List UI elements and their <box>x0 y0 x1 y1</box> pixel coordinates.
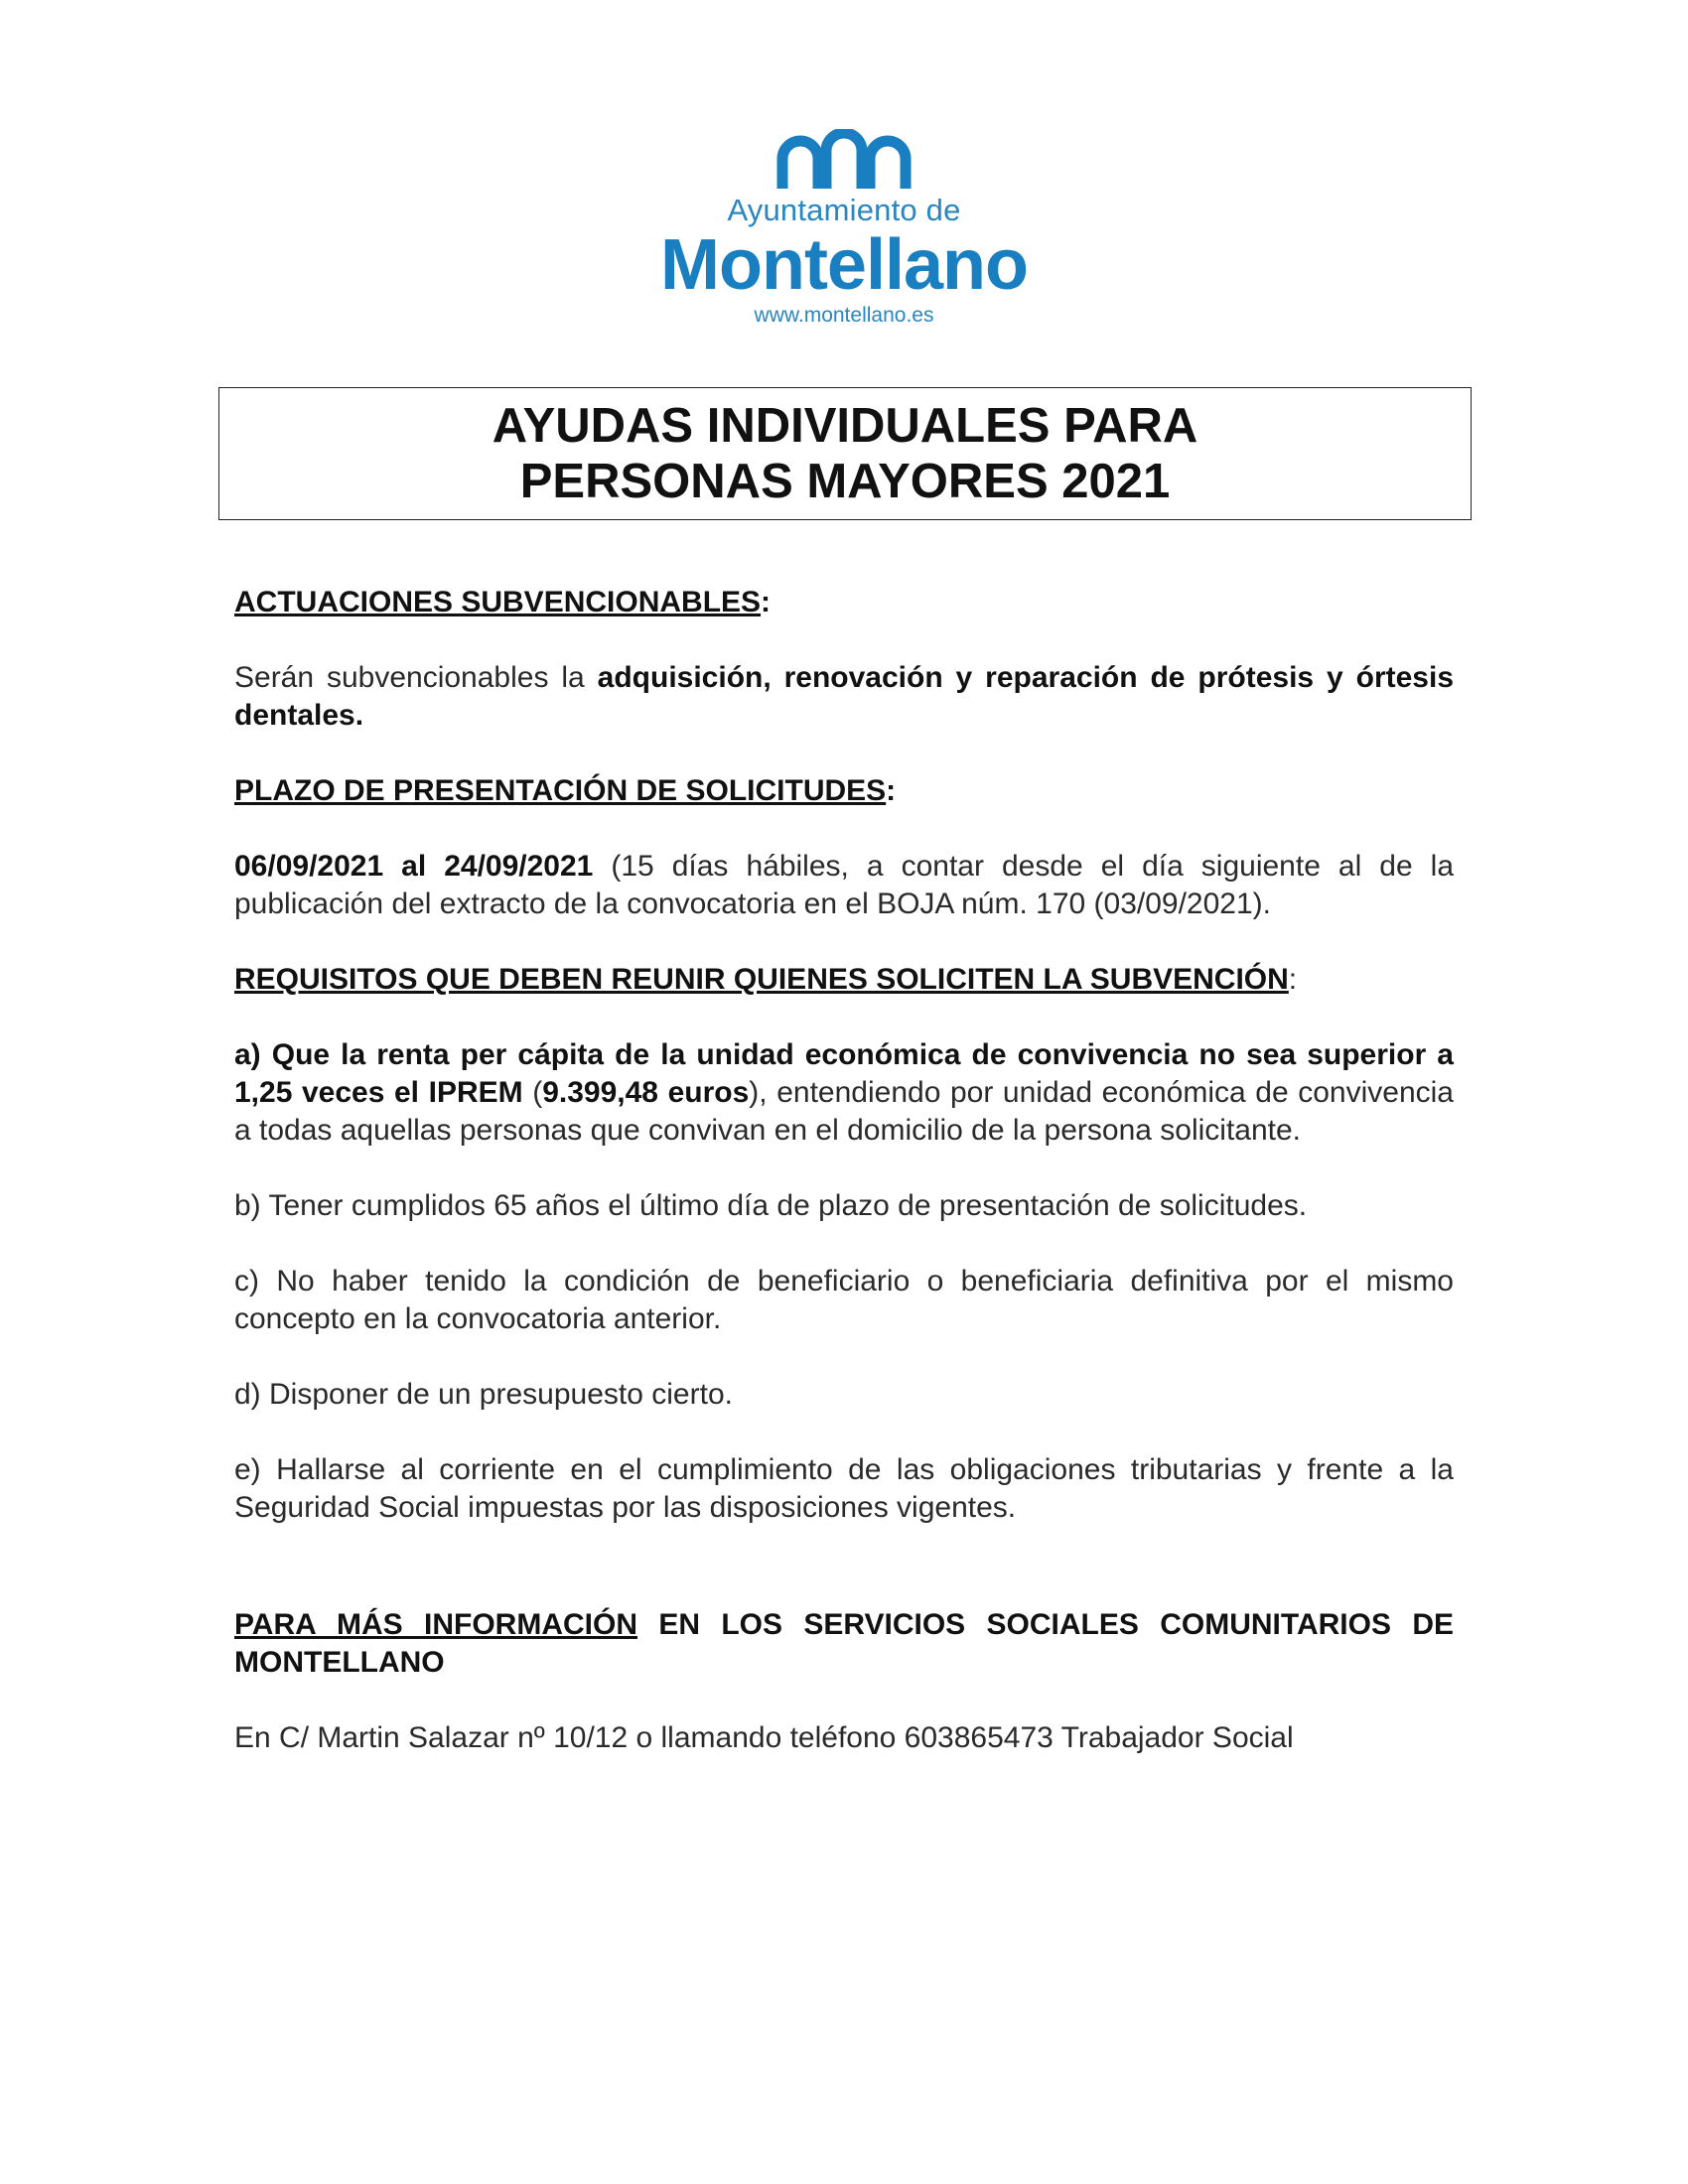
logo-url: www.montellano.es <box>754 304 934 327</box>
title-box <box>218 387 1472 520</box>
plazo-heading: PLAZO DE PRESENTACIÓN DE SOLICITUDES: <box>234 774 897 807</box>
actuaciones-text: Serán subvencionables la adquisición, renovación y reparación de prótesis y órtesis dentales. <box>234 661 1454 732</box>
plazo-text: 06/09/2021 al 24/09/2021 (15 días hábiles, a contar desde el día siguiente al de la publicación del extracto de la convocatoria en el BOJA núm. 170 (03/09/2021). <box>234 850 1454 920</box>
actuaciones-heading: ACTUACIONES SUBVENCIONABLES: <box>234 586 772 618</box>
logo-subtitle: Ayuntamiento de <box>727 193 961 227</box>
requisito-a: a) Que la renta per cápita de la unidad económica de convivencia no sea superior a 1,25 veces el IPREM (9.399,48 euros), entendiendo por unidad económica de convivencia a todas aquellas personas que convivan en el domicilio de la persona solicitante. <box>234 1038 1454 1147</box>
info-heading: PARA MÁS INFORMACIÓN EN LOS SERVICIOS SOCIALES COMUNITARIOS DE MONTELLANO <box>234 1608 1455 1679</box>
requisitos-heading: REQUISITOS QUE DEBEN REUNIR QUIENES SOLICITEN LA SUBVENCIÓN: <box>234 963 1298 996</box>
logo <box>0 129 1688 328</box>
arches-logo-icon <box>774 129 914 191</box>
requisito-b: b) Tener cumplidos 65 años el último día de plazo de presentación de solicitudes. <box>234 1189 1308 1222</box>
requisito-d: d) Disponer de un presupuesto cierto. <box>234 1378 733 1411</box>
info-contact: En C/ Martin Salazar nº 10/12 o llamando teléfono 603865473 Trabajador Social <box>234 1721 1294 1754</box>
document-body <box>234 584 1454 1757</box>
requisito-c: c) No haber tenido la condición de beneficiario o beneficiaria definitiva por el mismo concepto en la convocatoria anterior. <box>234 1265 1454 1335</box>
title-line-2: PERSONAS MAYORES 2021 <box>519 455 1171 508</box>
logo-name: Montellano <box>660 225 1028 305</box>
requisito-e: e) Hallarse al corriente en el cumplimiento de las obligaciones tributarias y frente a la Seguridad Social impuestas por las disposiciones vigentes. <box>234 1453 1454 1524</box>
title-line-1: AYUDAS INDIVIDUALES PARA <box>492 399 1198 453</box>
